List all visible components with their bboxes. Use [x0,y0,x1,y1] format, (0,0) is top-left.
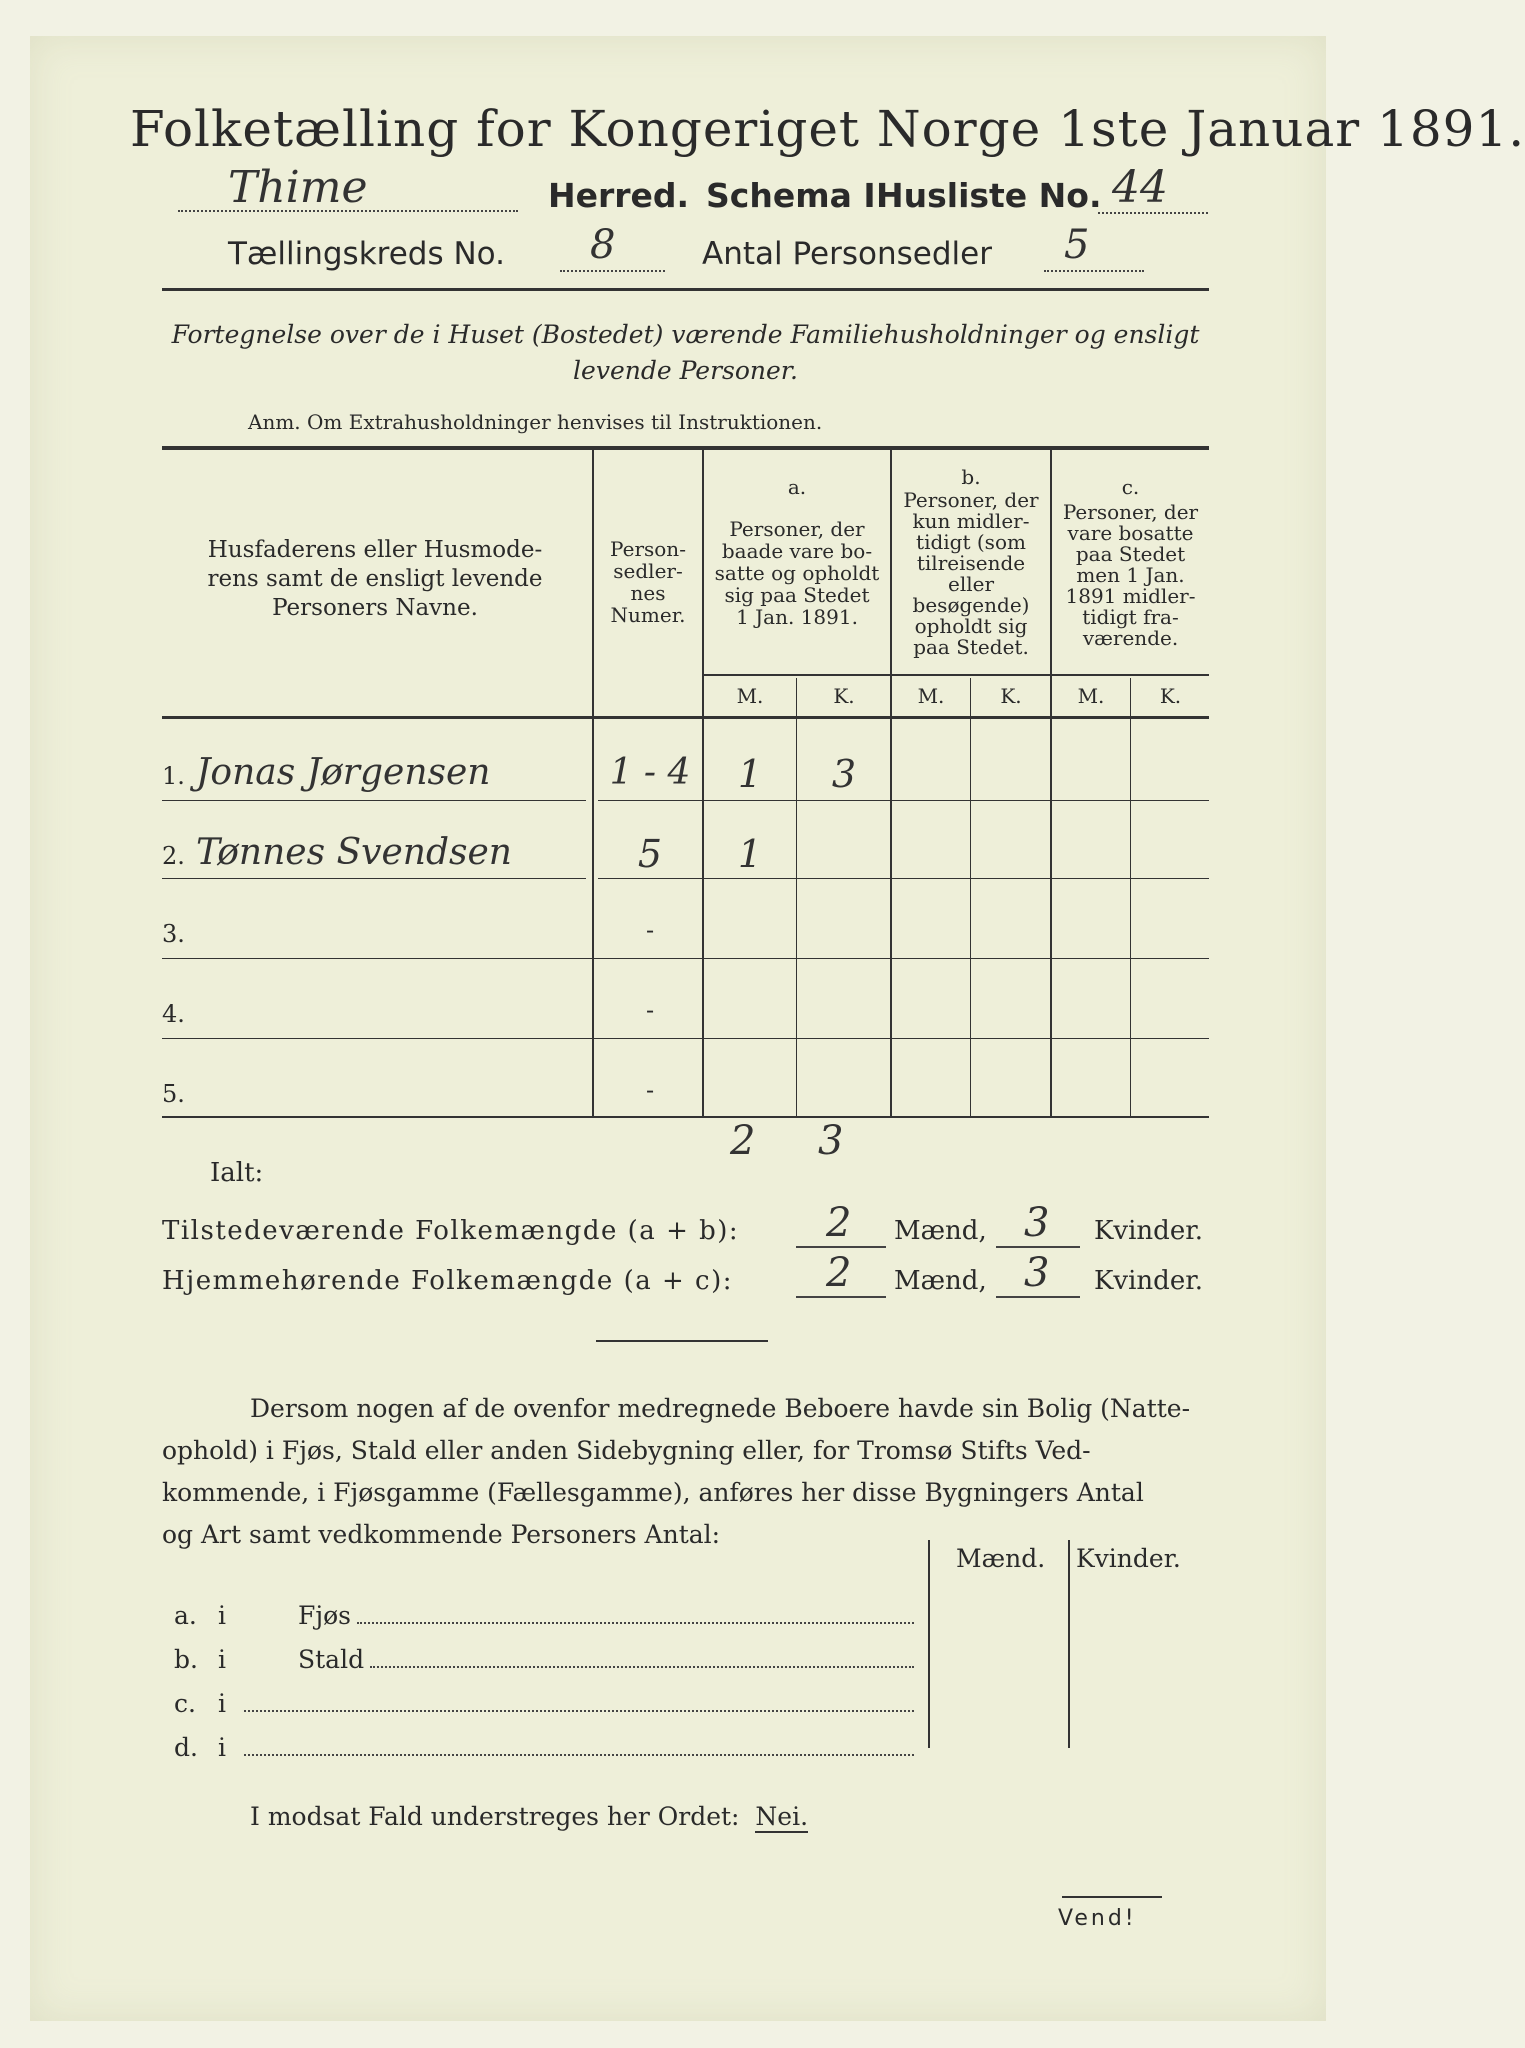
col-c-line-7: værende. [1082,626,1179,650]
col-c-line-1: Personer, der [1062,500,1199,524]
husliste-value: 44 [1112,162,1168,213]
ialt-m: 2 [730,1118,756,1164]
c-k-label: K. [1159,684,1182,708]
row-numer: - [645,996,655,1024]
row-number: 3. [162,920,185,948]
form-title: Folketælling for Kongeriget Norge 1ste Januar 1891. [130,100,1525,158]
col-divider-1 [592,450,594,1116]
herred-field [178,162,518,213]
tilstede-m-field [796,1200,886,1248]
footer-item-prefix: i [218,1689,226,1718]
col-name-line-1: Husfaderens eller Husmode- [207,537,543,563]
row-a-m: 1 [737,832,763,876]
section-divider [596,1340,768,1342]
col-c-header [1052,502,1209,649]
col-b-line-5: eller [947,572,995,596]
husliste-field [1098,162,1208,214]
row-name: Jonas Jørgensen [196,752,491,793]
herred-value: Thime [228,162,368,213]
row-numer: - [645,1076,655,1104]
col-numer-line-3: nes [630,581,666,605]
b-m-label: M. [917,684,945,708]
footer-line-1: Dersom nogen af de ovenfor medregnede Beboere havde sin Bolig (Natte- [250,1394,1191,1423]
col-b-line-3: tidigt (som [916,530,1026,554]
personsedler-value: 5 [1064,222,1090,268]
col-b-line-6: besøgende) [912,593,1030,617]
b-k-label: K. [1000,684,1022,708]
hjemme-m-field [796,1250,886,1298]
ialt-label: Ialt: [210,1158,264,1188]
tilstede-kvinder: Kvinder. [1094,1216,1204,1246]
col-b-header [892,490,1050,658]
col-numer-line-2: sedler- [613,559,683,583]
table-bottom-rule [162,1116,1209,1118]
anm-note: Anm. Om Extrahusholdninger henvises til Instruktionen. [248,410,823,434]
footer-item-label: Stald [298,1645,365,1674]
intro-line-1: Fortegnelse over de i Huset (Bostedet) værende Familiehusholdninger og ensligt [171,320,1200,349]
herred-label: Herred. [548,176,690,215]
footer-items [174,1586,914,1762]
col-a-line-2: baade vare bo- [721,539,873,563]
personsedler-label: Antal Personsedler [702,236,992,272]
tilstede-m-value: 2 [826,1200,852,1246]
c-m-label: M. [1077,684,1105,708]
footer-item-letter: c. [174,1689,196,1718]
row-rule [162,878,586,879]
col-numer-line-1: Person- [610,537,686,561]
col-name-line-3: Personers Navne. [272,595,478,621]
footer-item-letter: b. [174,1645,198,1674]
row-number: 4. [162,1000,185,1028]
husliste-label: Husliste No. [876,176,1102,215]
footer-line-2: ophold) i Fjøs, Stald eller anden Sidebygning eller, for Tromsø Stifts Ved- [162,1436,1091,1465]
tilstede-maend: Mænd, [894,1216,987,1246]
hjemme-m-value: 2 [826,1250,852,1296]
hjemme-maend: Mænd, [894,1266,987,1296]
b-mk-divider [970,678,971,1116]
modsat-text: I modsat Fald understreges her Ordet: [250,1802,740,1831]
footer-item [174,1718,914,1762]
col-c-letter: c. [1121,475,1140,499]
col-name-line-2: rens samt de ensligt levende [207,566,543,592]
footer-item-label: Fjøs [298,1601,351,1630]
footer-kvinder-col: Kvinder. [1076,1544,1181,1573]
row-number: 5. [162,1080,185,1108]
footer-item-prefix: i [218,1733,226,1762]
col-c-line-6: tidigt fra- [1082,605,1179,629]
row-rule [162,1038,1209,1039]
nei-word: Nei. [755,1802,809,1831]
a-k-label: K. [833,684,855,708]
col-a-header [704,518,890,628]
col-a-line-4: sig paa Stedet [724,583,870,607]
footer-item-prefix: i [218,1645,226,1674]
footer-paragraph [162,1388,1209,1556]
col-numer-header [596,538,700,626]
row-numer: 5 [637,832,663,876]
col-c-line-4: men 1 Jan. [1076,563,1185,587]
col-numer-line-4: Numer. [610,603,686,627]
footer-maend-col: Mænd. [956,1544,1046,1573]
col-b-letter: b. [961,465,981,489]
kreds-label: Tællingskreds No. [228,236,505,272]
kreds-field [560,222,665,272]
header-rule [162,288,1209,291]
hjemme-k-value: 3 [1024,1250,1050,1296]
footer-col-divider-2 [1068,1540,1070,1748]
row-rule [598,878,1209,879]
col-c-line-5: 1891 midler- [1065,584,1196,608]
col-name-header [170,536,580,623]
row-numer: 1 - 4 [609,752,691,793]
tilstede-label: Tilstedeværende Folkemængde (a + b): [162,1216,740,1246]
row-rule [162,958,1209,959]
row-a-k: 3 [831,752,857,796]
row-a-m: 1 [737,752,763,796]
row-number: 2. [162,842,185,870]
a-mk-divider [796,678,797,1116]
col-b-line-8: paa Stedet. [913,635,1029,659]
row-rule [598,800,1209,801]
personsedler-field [1044,222,1144,272]
footer-col-divider-1 [928,1540,930,1748]
a-m-label: M. [736,684,764,708]
footer-item-dots [244,1754,914,1756]
vend-label: Vend! [1058,1906,1137,1931]
footer-line-3: kommende, i Fjøsgamme (Fællesgamme), anføres her disse Bygningers Antal [162,1478,1144,1507]
footer-item [174,1630,914,1674]
col-b-line-1: Personer, der [903,488,1039,512]
hjemme-label: Hjemmehørende Folkemængde (a + c): [162,1266,733,1296]
schema-label: Schema I. [706,176,889,215]
col-a-line-5: 1 Jan. 1891. [736,605,858,629]
col-a-letter: a. [787,475,807,499]
footer-item-prefix: i [218,1601,226,1630]
col-a-line-1: Personer, der [729,517,865,541]
c-mk-divider [1130,678,1131,1116]
row-numer: - [645,916,655,944]
footer-item-letter: a. [174,1601,197,1630]
footer-line-4: og Art samt vedkommende Personers Antal: [162,1520,721,1549]
tilstede-k-field [996,1200,1080,1248]
footer-item-dots [244,1710,914,1712]
tilstede-k-value: 3 [1024,1200,1050,1246]
footer-item [174,1674,914,1718]
row-name: Tønnes Svendsen [196,832,512,873]
vend-rule [1062,1896,1162,1898]
col-c-line-2: vare bosatte [1067,521,1194,545]
hjemme-k-field [996,1250,1080,1298]
mk-header-rule [704,674,1209,676]
modsat-line [250,1802,808,1831]
col-a-line-3: satte og opholdt [714,561,880,585]
hjemme-kvinder: Kvinder. [1094,1266,1204,1296]
col-c-line-3: paa Stedet [1075,542,1186,566]
col-b-line-4: tilreisende [916,551,1026,575]
intro-line-2: levende Personer. [573,356,798,385]
ialt-k: 3 [818,1118,844,1164]
kreds-value: 8 [590,222,616,268]
footer-item-dots [357,1622,914,1624]
col-b-line-2: kun midler- [912,509,1030,533]
col-b-line-7: opholdt sig [914,614,1028,638]
footer-item-dots [370,1666,914,1668]
row-number: 1. [162,762,185,790]
row-rule [162,800,586,801]
footer-item-letter: d. [174,1733,198,1762]
footer-item [174,1586,914,1630]
